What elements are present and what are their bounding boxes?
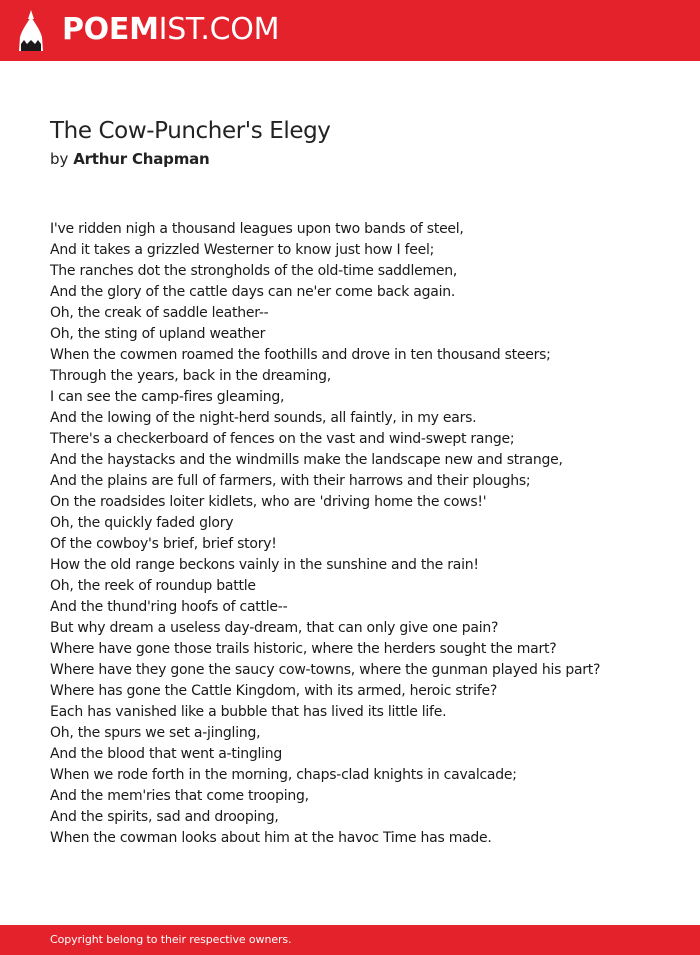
poem-line: And the spirits, sad and drooping, [50, 809, 279, 825]
poem-line: But why dream a useless day-dream, that can only give one pain? [50, 620, 499, 636]
poem-line: Oh, the creak of saddle leather-- [50, 305, 269, 321]
poem-line: When we rode forth in the morning, chaps-clad knights in cavalcade; [50, 767, 517, 783]
logo-light-text: IST.COM [158, 12, 280, 47]
poem-line: There's a checkerboard of fences on the vast and wind-swept range; [50, 431, 515, 447]
poem-line: Through the years, back in the dreaming, [50, 368, 331, 384]
logo-bold-text: POEM [62, 12, 159, 47]
poem-line: And it takes a grizzled Westerner to know just how I feel; [50, 242, 435, 258]
poem-line: And the blood that went a-tingling [50, 746, 283, 762]
poem-line: And the haystacks and the windmills make the landscape new and strange, [50, 452, 563, 468]
poem-line: And the thund'ring hoofs of cattle-- [50, 599, 288, 615]
poem-line: Oh, the quickly faded glory [50, 515, 234, 531]
poem-line: I can see the camp-fires gleaming, [50, 389, 285, 405]
poem-line: Where have gone those trails historic, where the herders sought the mart? [50, 641, 557, 657]
author-name: Arthur Chapman [73, 150, 210, 168]
poem-line: And the plains are full of farmers, with their harrows and their ploughs; [50, 473, 531, 489]
poem-line: Where has gone the Cattle Kingdom, with its armed, heroic strife? [50, 683, 498, 699]
poem-line: And the lowing of the night-herd sounds, all faintly, in my ears. [50, 410, 477, 426]
site-footer [0, 925, 700, 955]
poem-line: Where have they gone the saucy cow-towns, where the gunman played his part? [50, 662, 601, 678]
poem-line: How the old range beckons vainly in the sunshine and the rain! [50, 557, 479, 573]
poem-line: When the cowmen roamed the foothills and drove in ten thousand steers; [50, 347, 551, 363]
poem-line: And the glory of the cattle days can ne'er come back again. [50, 284, 456, 300]
poem-line: Of the cowboy's brief, brief story! [50, 536, 277, 552]
poem-line: The ranches dot the strongholds of the old-time saddlemen, [50, 263, 458, 279]
pen-nib-icon [18, 10, 44, 51]
copyright-notice: Copyright belong to their respective owners. [50, 933, 292, 946]
poem-line: Each has vanished like a bubble that has lived its little life. [50, 704, 447, 720]
by-label: by [50, 150, 69, 168]
poem-line: And the mem'ries that come trooping, [50, 788, 309, 804]
poem-line: Oh, the spurs we set a-jingling, [50, 725, 261, 741]
poem-line: When the cowman looks about him at the havoc Time has made. [50, 830, 492, 846]
poem-line: Oh, the reek of roundup battle [50, 578, 256, 594]
site-header [0, 0, 700, 61]
poem-line: I've ridden nigh a thousand leagues upon two bands of steel, [50, 221, 464, 237]
poem-line: Oh, the sting of upland weather [50, 326, 266, 342]
poem-line: On the roadsides loiter kidlets, who are 'driving home the cows!' [50, 494, 487, 510]
poem-byline [50, 149, 210, 169]
poem-body [50, 219, 680, 849]
site-logo[interactable] [62, 12, 279, 48]
poem-title: The Cow-Puncher's Elegy [50, 118, 331, 144]
